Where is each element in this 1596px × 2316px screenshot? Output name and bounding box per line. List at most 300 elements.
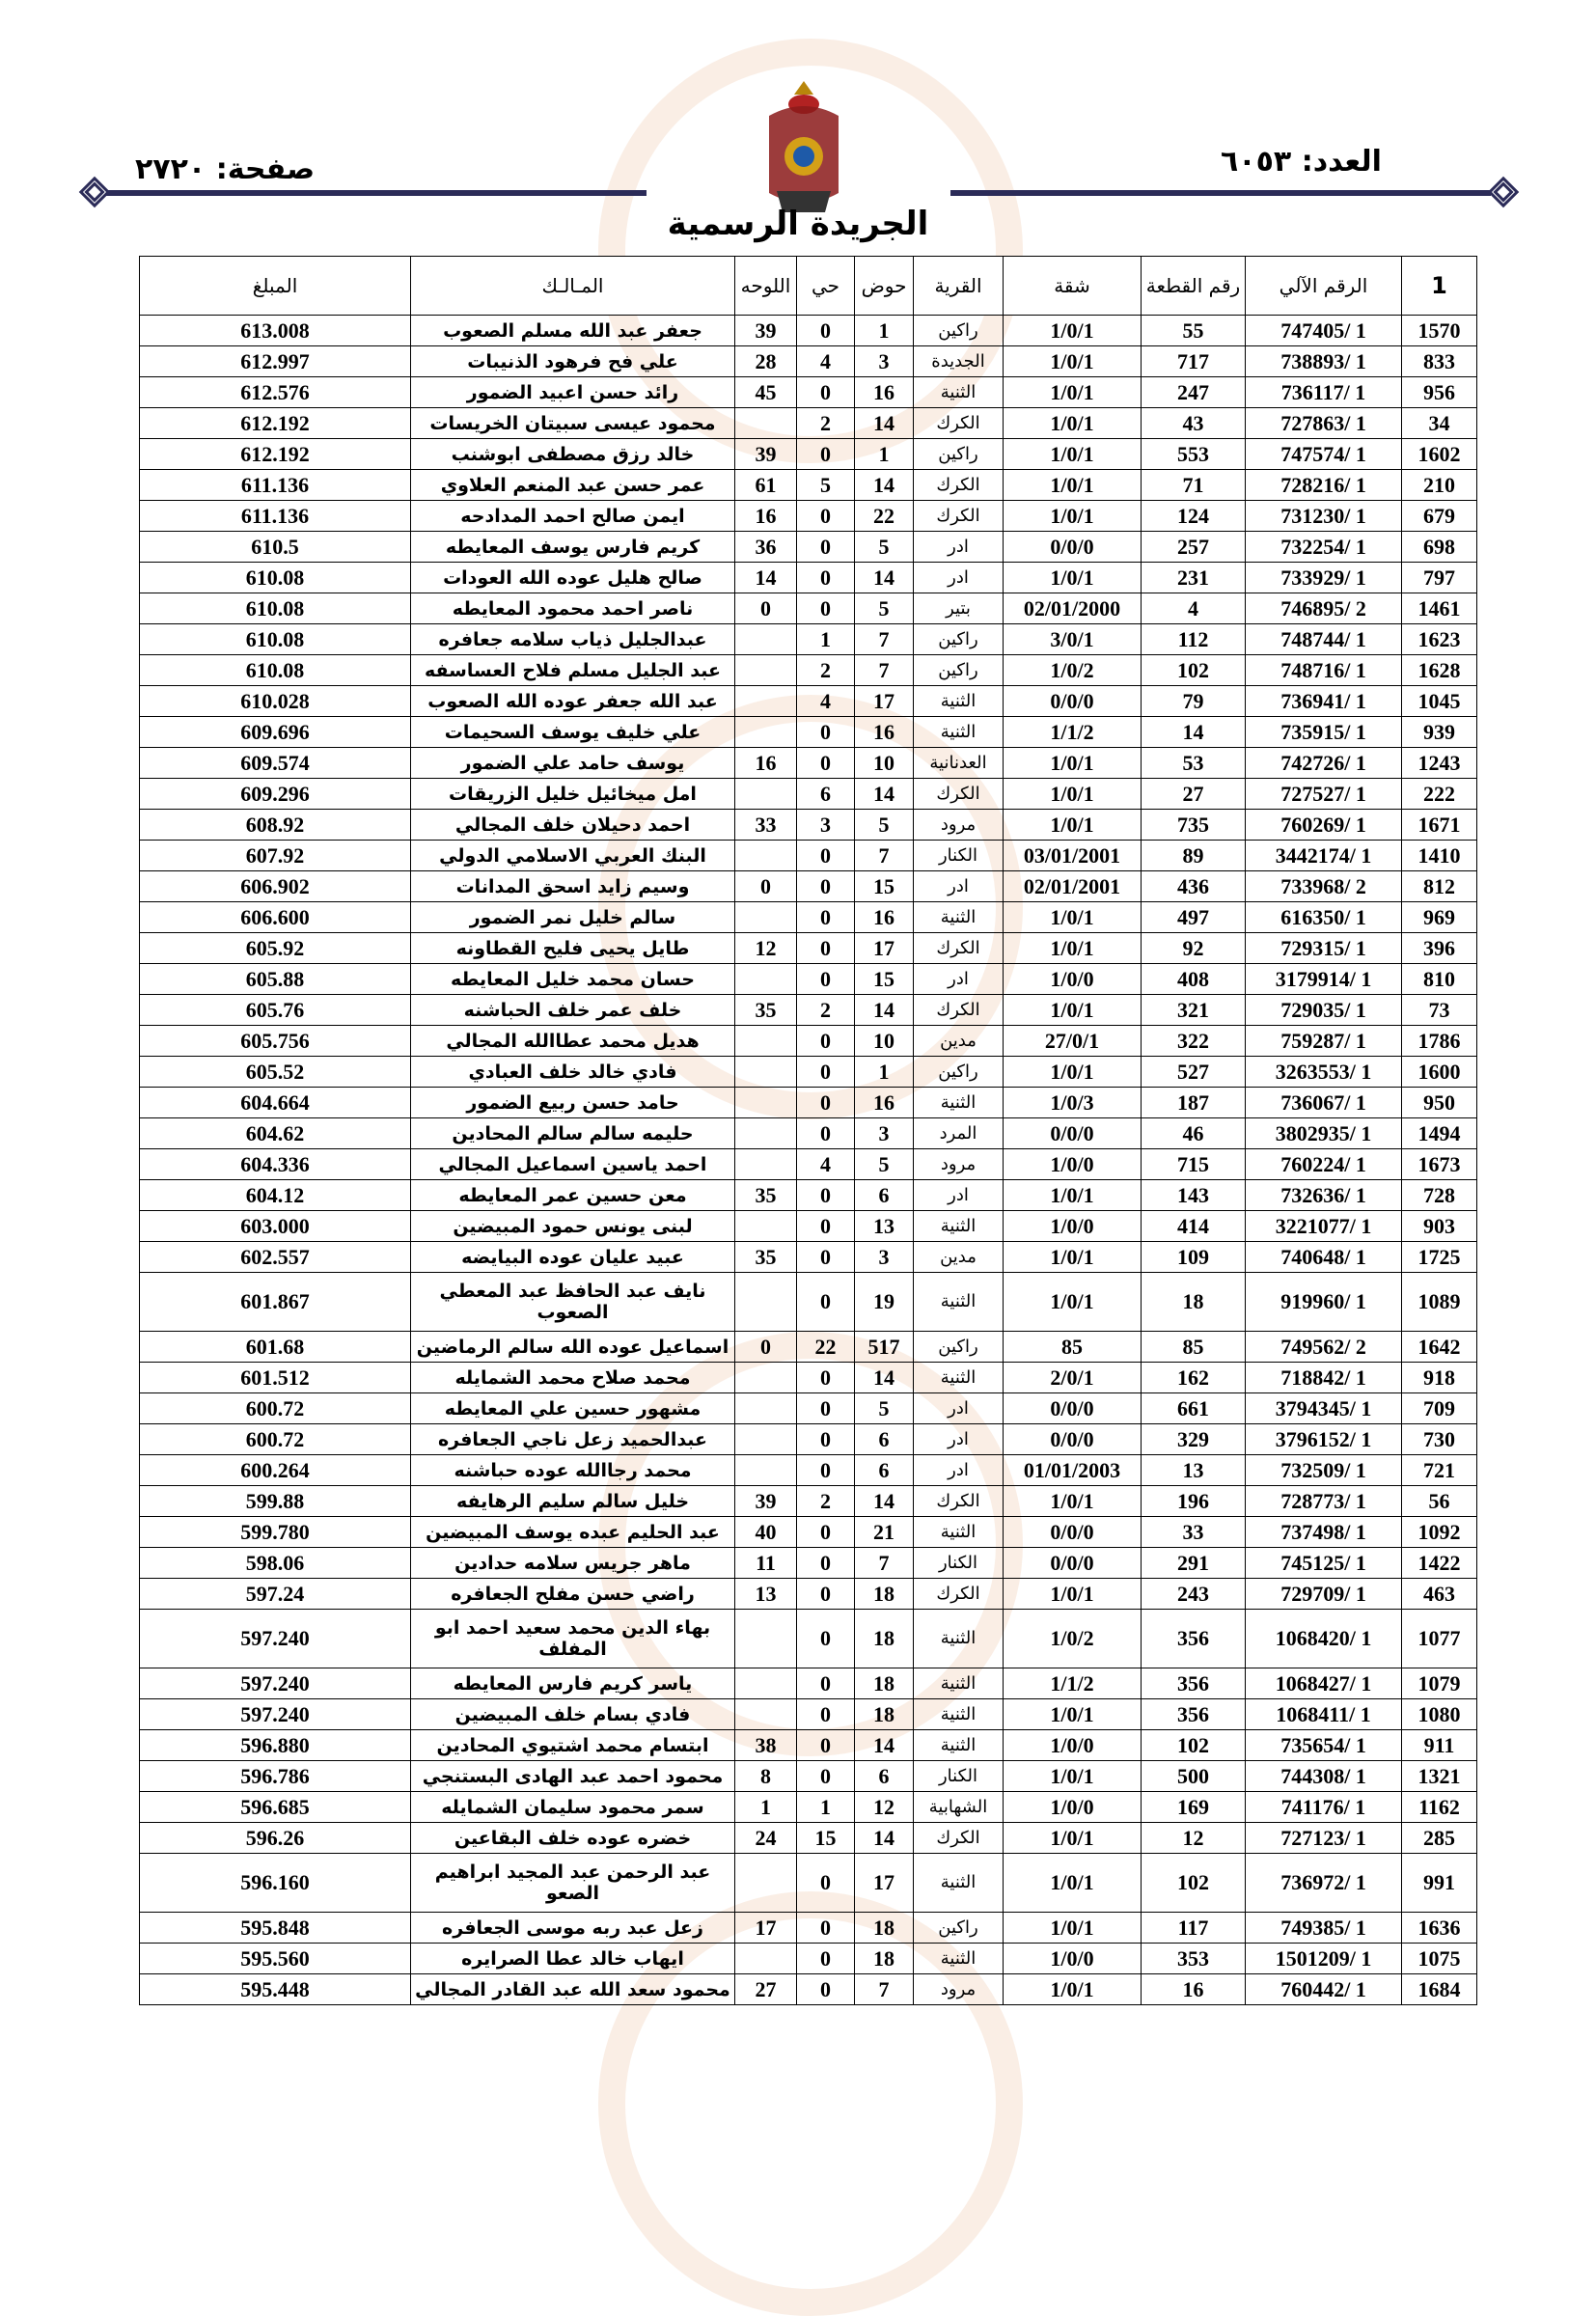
cell-seq: 730: [1402, 1424, 1477, 1455]
cell-hay: 2: [797, 1486, 855, 1517]
cell-auto-number: 1 /732509: [1246, 1455, 1402, 1486]
cell-amount: 596.880: [140, 1730, 411, 1761]
cell-seq: 1636: [1402, 1913, 1477, 1944]
table-row: [140, 1823, 1477, 1854]
cell-auto-number: 2 /749562: [1246, 1332, 1402, 1363]
table-row: [140, 933, 1477, 964]
cell-auto-number: 1 /747574: [1246, 439, 1402, 470]
cell-auto-number: 1 /760224: [1246, 1149, 1402, 1180]
cell-auto-number: 1 /742726: [1246, 748, 1402, 779]
cell-auto-number: 1 /1068420: [1246, 1610, 1402, 1668]
cell-hay: 4: [797, 686, 855, 717]
cell-parcel: 16: [1142, 1974, 1246, 2005]
cell-village: الثنية: [914, 902, 1004, 933]
cell-basin: 18: [855, 1579, 914, 1610]
cell-auto-number: 1 /732636: [1246, 1180, 1402, 1211]
cell-plate: [735, 1393, 797, 1424]
cell-apartment: 1/0/0: [1004, 1149, 1142, 1180]
cell-basin: 16: [855, 1088, 914, 1118]
cell-apartment: 1/0/1: [1004, 408, 1142, 439]
cell-apartment: 1/0/0: [1004, 1211, 1142, 1242]
cell-basin: 1: [855, 1057, 914, 1088]
cell-basin: 16: [855, 717, 914, 748]
cell-amount: 595.448: [140, 1974, 411, 2005]
cell-village: الكرك: [914, 1579, 1004, 1610]
cell-owner: احمد ياسين اسماعيل المجالي: [411, 1149, 735, 1180]
table-row: [140, 1730, 1477, 1761]
cell-plate: 39: [735, 1486, 797, 1517]
cell-parcel: 356: [1142, 1699, 1246, 1730]
cell-owner: جعفر عبد الله مسلم الصعوب: [411, 316, 735, 346]
table-row: [140, 1424, 1477, 1455]
cell-plate: [735, 1668, 797, 1699]
cell-parcel: 735: [1142, 810, 1246, 841]
cell-basin: 3: [855, 1118, 914, 1149]
cell-basin: 1: [855, 439, 914, 470]
cell-amount: 604.12: [140, 1180, 411, 1211]
cell-owner: علي خليف يوسف السحيمات: [411, 717, 735, 748]
cell-basin: 18: [855, 1944, 914, 1974]
cell-village: الثنية: [914, 1517, 1004, 1548]
table-row: [140, 810, 1477, 841]
cell-basin: 7: [855, 1548, 914, 1579]
cell-owner: محمود سعد الله عبد القادر المجالي: [411, 1974, 735, 2005]
cell-seq: 950: [1402, 1088, 1477, 1118]
cell-owner: صالح هليل عوده الله العودات: [411, 563, 735, 593]
cell-owner: ايهاب خالد عطا الصرايره: [411, 1944, 735, 1974]
cell-auto-number: 1 /732254: [1246, 532, 1402, 563]
cell-hay: 0: [797, 1273, 855, 1332]
cell-hay: 0: [797, 1424, 855, 1455]
table-row: [140, 1792, 1477, 1823]
table-row: [140, 1668, 1477, 1699]
cell-plate: 39: [735, 439, 797, 470]
cell-owner: ابتسام محمد اشتيوي المحادين: [411, 1730, 735, 1761]
cell-parcel: 71: [1142, 470, 1246, 501]
cell-auto-number: 1 /3796152: [1246, 1424, 1402, 1455]
cell-basin: 14: [855, 1486, 914, 1517]
cell-auto-number: 1 /744308: [1246, 1761, 1402, 1792]
cell-village: مدين: [914, 1242, 1004, 1273]
cell-village: راكين: [914, 624, 1004, 655]
cell-hay: 0: [797, 1730, 855, 1761]
cell-seq: 911: [1402, 1730, 1477, 1761]
cell-owner: كريم فارس يوسف المعايطه: [411, 532, 735, 563]
cell-parcel: 117: [1142, 1913, 1246, 1944]
cell-owner: ايمن صالح احمد المدادحه: [411, 501, 735, 532]
cell-apartment: 1/0/1: [1004, 933, 1142, 964]
table-row: [140, 532, 1477, 563]
cell-owner: ناصر احمد محمود المعايطه: [411, 593, 735, 624]
cell-auto-number: 1 /736941: [1246, 686, 1402, 717]
cell-amount: 596.786: [140, 1761, 411, 1792]
table-row: [140, 470, 1477, 501]
cell-basin: 18: [855, 1699, 914, 1730]
cell-parcel: 500: [1142, 1761, 1246, 1792]
cell-basin: 14: [855, 995, 914, 1026]
cell-parcel: 231: [1142, 563, 1246, 593]
cell-plate: [735, 1363, 797, 1393]
cell-plate: [735, 1057, 797, 1088]
cell-amount: 604.664: [140, 1088, 411, 1118]
header-rule-right: [950, 190, 1491, 196]
cell-village: ادر: [914, 1455, 1004, 1486]
cell-hay: 0: [797, 501, 855, 532]
cell-basin: 6: [855, 1424, 914, 1455]
cell-amount: 601.512: [140, 1363, 411, 1393]
cell-basin: 13: [855, 1211, 914, 1242]
cell-basin: 22: [855, 501, 914, 532]
cell-hay: 0: [797, 748, 855, 779]
cell-apartment: 1/0/1: [1004, 810, 1142, 841]
table-row: [140, 1913, 1477, 1944]
table-row: [140, 655, 1477, 686]
table-row: [140, 1057, 1477, 1088]
cell-plate: 28: [735, 346, 797, 377]
cell-parcel: 291: [1142, 1548, 1246, 1579]
cell-hay: 0: [797, 717, 855, 748]
cell-auto-number: 1 /733929: [1246, 563, 1402, 593]
cell-apartment: 1/0/1: [1004, 1854, 1142, 1913]
cell-apartment: 85: [1004, 1332, 1142, 1363]
cell-auto-number: 1 /616350: [1246, 902, 1402, 933]
cell-seq: 903: [1402, 1211, 1477, 1242]
cell-parcel: 112: [1142, 624, 1246, 655]
cell-village: الثنية: [914, 717, 1004, 748]
cell-amount: 609.296: [140, 779, 411, 810]
table-row: [140, 1944, 1477, 1974]
cell-parcel: 102: [1142, 655, 1246, 686]
cell-village: الكرك: [914, 995, 1004, 1026]
cell-basin: 6: [855, 1455, 914, 1486]
cell-plate: 12: [735, 933, 797, 964]
cell-apartment: 0/0/0: [1004, 1517, 1142, 1548]
cell-amount: 597.240: [140, 1668, 411, 1699]
cell-plate: 8: [735, 1761, 797, 1792]
table-row: [140, 439, 1477, 470]
cell-hay: 0: [797, 1913, 855, 1944]
cell-auto-number: 1 /728216: [1246, 470, 1402, 501]
cell-apartment: 1/0/1: [1004, 470, 1142, 501]
cell-apartment: 1/0/1: [1004, 1699, 1142, 1730]
cell-seq: 1570: [1402, 316, 1477, 346]
cell-owner: حسان محمد خليل المعايطه: [411, 964, 735, 995]
cell-owner: محمد صلاح محمد الشمايله: [411, 1363, 735, 1393]
cell-apartment: 1/0/1: [1004, 501, 1142, 532]
cell-seq: 833: [1402, 346, 1477, 377]
cell-owner: عبد الرحمن عبد المجيد ابراهيم الصعو: [411, 1854, 735, 1913]
cell-auto-number: 1 /741176: [1246, 1792, 1402, 1823]
cell-village: الكنار: [914, 841, 1004, 871]
cell-village: الجديدة: [914, 346, 1004, 377]
cell-auto-number: 1 /745125: [1246, 1548, 1402, 1579]
cell-basin: 17: [855, 686, 914, 717]
cell-auto-number: 1 /1068427: [1246, 1668, 1402, 1699]
compensation-table: [139, 256, 1477, 2005]
cell-basin: 3: [855, 346, 914, 377]
cell-hay: 6: [797, 779, 855, 810]
cell-village: الثنية: [914, 377, 1004, 408]
cell-village: الثنية: [914, 1854, 1004, 1913]
cell-owner: سالم خليل نمر الضمور: [411, 902, 735, 933]
cell-seq: 797: [1402, 563, 1477, 593]
cell-owner: معن حسين عمر المعايطه: [411, 1180, 735, 1211]
cell-seq: 1422: [1402, 1548, 1477, 1579]
cell-apartment: 1/0/1: [1004, 1579, 1142, 1610]
cell-parcel: 162: [1142, 1363, 1246, 1393]
cell-basin: 3: [855, 1242, 914, 1273]
table-header-row: [140, 257, 1477, 316]
cell-auto-number: 1 /736972: [1246, 1854, 1402, 1913]
cell-apartment: 0/0/0: [1004, 686, 1142, 717]
cell-hay: 0: [797, 1854, 855, 1913]
cell-plate: 27: [735, 1974, 797, 2005]
cell-amount: 607.92: [140, 841, 411, 871]
cell-seq: 1243: [1402, 748, 1477, 779]
cell-basin: 21: [855, 1517, 914, 1548]
cell-apartment: 1/1/2: [1004, 717, 1142, 748]
cell-basin: 12: [855, 1792, 914, 1823]
cell-plate: [735, 779, 797, 810]
cell-seq: 709: [1402, 1393, 1477, 1424]
cell-amount: 612.192: [140, 439, 411, 470]
cell-basin: 14: [855, 1730, 914, 1761]
cell-hay: 0: [797, 871, 855, 902]
cell-owner: خالد رزق مصطفى ابوشنب: [411, 439, 735, 470]
cell-village: الكرك: [914, 501, 1004, 532]
cell-owner: هديل محمد عطاالله المجالي: [411, 1026, 735, 1057]
cell-plate: [735, 1455, 797, 1486]
cell-hay: 4: [797, 1149, 855, 1180]
cell-parcel: 247: [1142, 377, 1246, 408]
cell-hay: 0: [797, 1242, 855, 1273]
cell-apartment: 1/0/3: [1004, 1088, 1142, 1118]
cell-parcel: 414: [1142, 1211, 1246, 1242]
cell-parcel: 321: [1142, 995, 1246, 1026]
cell-seq: 56: [1402, 1486, 1477, 1517]
cell-plate: [735, 1088, 797, 1118]
cell-amount: 610.08: [140, 563, 411, 593]
cell-auto-number: 1 /3794345: [1246, 1393, 1402, 1424]
cell-apartment: 0/0/0: [1004, 532, 1142, 563]
cell-amount: 599.88: [140, 1486, 411, 1517]
cell-seq: 918: [1402, 1363, 1477, 1393]
cell-amount: 612.192: [140, 408, 411, 439]
cell-hay: 0: [797, 1517, 855, 1548]
cell-basin: 19: [855, 1273, 914, 1332]
cell-basin: 7: [855, 1974, 914, 2005]
table-row: [140, 316, 1477, 346]
cell-basin: 517: [855, 1332, 914, 1363]
cell-owner: رائد حسن اعبيد الضمور: [411, 377, 735, 408]
cell-auto-number: 1 /760442: [1246, 1974, 1402, 2005]
cell-hay: 0: [797, 1455, 855, 1486]
cell-hay: 0: [797, 841, 855, 871]
cell-village: ادر: [914, 563, 1004, 593]
cell-hay: 0: [797, 1118, 855, 1149]
cell-owner: البنك العربي الاسلامي الدولي: [411, 841, 735, 871]
cell-auto-number: 1 /735915: [1246, 717, 1402, 748]
cell-seq: 1600: [1402, 1057, 1477, 1088]
col-plate: اللوحه: [735, 257, 797, 316]
cell-auto-number: 1 /735654: [1246, 1730, 1402, 1761]
table-row: [140, 1517, 1477, 1548]
cell-auto-number: 1 /736117: [1246, 377, 1402, 408]
cell-parcel: 33: [1142, 1517, 1246, 1548]
cell-parcel: 408: [1142, 964, 1246, 995]
table-row: [140, 1118, 1477, 1149]
cell-apartment: 1/0/1: [1004, 1180, 1142, 1211]
cell-basin: 5: [855, 532, 914, 563]
cell-owner: ماهر جريس سلامه حدادين: [411, 1548, 735, 1579]
cell-apartment: 1/0/1: [1004, 346, 1142, 377]
cell-hay: 0: [797, 593, 855, 624]
cell-seq: 1162: [1402, 1792, 1477, 1823]
cell-apartment: 1/0/1: [1004, 316, 1142, 346]
cell-auto-number: 1 /749385: [1246, 1913, 1402, 1944]
cell-village: ادر: [914, 532, 1004, 563]
cell-basin: 16: [855, 902, 914, 933]
cell-auto-number: 1 /759287: [1246, 1026, 1402, 1057]
cell-owner: وسيم زايد اسحق المدانات: [411, 871, 735, 902]
cell-amount: 599.780: [140, 1517, 411, 1548]
cell-plate: [735, 1149, 797, 1180]
cell-village: مرود: [914, 810, 1004, 841]
cell-apartment: 03/01/2001: [1004, 841, 1142, 871]
cell-plate: 45: [735, 377, 797, 408]
cell-auto-number: 1 /729035: [1246, 995, 1402, 1026]
cell-owner: سمر محمود سليمان الشمايله: [411, 1792, 735, 1823]
cell-owner: فادي خالد خلف العبادي: [411, 1057, 735, 1088]
cell-plate: [735, 964, 797, 995]
table-body: [140, 316, 1477, 2005]
cell-apartment: 1/0/1: [1004, 779, 1142, 810]
cell-basin: 18: [855, 1610, 914, 1668]
cell-auto-number: 1 /760269: [1246, 810, 1402, 841]
cell-seq: 1628: [1402, 655, 1477, 686]
cell-apartment: 02/01/2001: [1004, 871, 1142, 902]
cell-village: الثنية: [914, 1363, 1004, 1393]
cell-apartment: 1/0/1: [1004, 995, 1142, 1026]
cell-seq: 222: [1402, 779, 1477, 810]
cell-parcel: 715: [1142, 1149, 1246, 1180]
cell-plate: 33: [735, 810, 797, 841]
cell-hay: 0: [797, 1363, 855, 1393]
cell-hay: 2: [797, 995, 855, 1026]
cell-plate: 17: [735, 1913, 797, 1944]
cell-amount: 605.88: [140, 964, 411, 995]
cell-amount: 608.92: [140, 810, 411, 841]
table-row: [140, 1699, 1477, 1730]
cell-apartment: 3/0/1: [1004, 624, 1142, 655]
cell-plate: [735, 717, 797, 748]
cell-seq: 1321: [1402, 1761, 1477, 1792]
cell-hay: 5: [797, 470, 855, 501]
cell-parcel: 14: [1142, 717, 1246, 748]
cell-seq: 1673: [1402, 1149, 1477, 1180]
cell-plate: 16: [735, 501, 797, 532]
table-row: [140, 377, 1477, 408]
cell-seq: 810: [1402, 964, 1477, 995]
cell-amount: 597.240: [140, 1699, 411, 1730]
cell-apartment: 1/0/1: [1004, 1761, 1142, 1792]
cell-owner: حامد حسن ربيع الضمور: [411, 1088, 735, 1118]
cell-parcel: 353: [1142, 1944, 1246, 1974]
cell-parcel: 436: [1142, 871, 1246, 902]
cell-owner: محمد رجاالله عوده حباشنه: [411, 1455, 735, 1486]
page-number: صفحة: ٢٧٢٠: [135, 152, 316, 186]
cell-village: الثنية: [914, 1699, 1004, 1730]
cell-hay: 0: [797, 1057, 855, 1088]
cell-parcel: 27: [1142, 779, 1246, 810]
cell-plate: 35: [735, 1180, 797, 1211]
cell-hay: 3: [797, 810, 855, 841]
cell-owner: عمر حسن عبد المنعم العلاوي: [411, 470, 735, 501]
table-row: [140, 1486, 1477, 1517]
cell-apartment: 1/0/1: [1004, 1486, 1142, 1517]
cell-plate: [735, 1424, 797, 1455]
cell-hay: 0: [797, 439, 855, 470]
cell-apartment: 1/0/1: [1004, 1974, 1142, 2005]
cell-apartment: 0/0/0: [1004, 1548, 1142, 1579]
cell-seq: 956: [1402, 377, 1477, 408]
cell-amount: 606.902: [140, 871, 411, 902]
cell-auto-number: 1 /747405: [1246, 316, 1402, 346]
cell-amount: 609.696: [140, 717, 411, 748]
cell-seq: 969: [1402, 902, 1477, 933]
cell-hay: 0: [797, 902, 855, 933]
cell-village: المرد: [914, 1118, 1004, 1149]
table-row: [140, 964, 1477, 995]
cell-basin: 14: [855, 563, 914, 593]
cell-parcel: 13: [1142, 1455, 1246, 1486]
col-seq: 1: [1402, 257, 1477, 316]
cell-auto-number: 1 /738893: [1246, 346, 1402, 377]
table-row: [140, 871, 1477, 902]
cell-apartment: 1/0/1: [1004, 439, 1142, 470]
cell-hay: 2: [797, 408, 855, 439]
cell-owner: محمود عيسى سبيتان الخريسات: [411, 408, 735, 439]
cell-amount: 605.52: [140, 1057, 411, 1088]
cell-auto-number: 1 /736067: [1246, 1088, 1402, 1118]
cell-parcel: 196: [1142, 1486, 1246, 1517]
table-row: [140, 1211, 1477, 1242]
cell-plate: 13: [735, 1579, 797, 1610]
cell-hay: 0: [797, 1668, 855, 1699]
cell-amount: 611.136: [140, 470, 411, 501]
cell-amount: 596.160: [140, 1854, 411, 1913]
cell-plate: [735, 1118, 797, 1149]
table-row: [140, 1332, 1477, 1363]
cell-seq: 698: [1402, 532, 1477, 563]
table-row: [140, 1455, 1477, 1486]
table-row: [140, 717, 1477, 748]
cell-hay: 0: [797, 532, 855, 563]
cell-auto-number: 1 /729315: [1246, 933, 1402, 964]
cell-plate: 11: [735, 1548, 797, 1579]
cell-parcel: 356: [1142, 1610, 1246, 1668]
cell-plate: 24: [735, 1823, 797, 1854]
cell-amount: 605.92: [140, 933, 411, 964]
col-amount: المبلغ: [140, 257, 411, 316]
cell-auto-number: 1 /1501209: [1246, 1944, 1402, 1974]
cell-village: الشهابية: [914, 1792, 1004, 1823]
cell-hay: 0: [797, 1548, 855, 1579]
cell-seq: 1671: [1402, 810, 1477, 841]
cell-amount: 596.685: [140, 1792, 411, 1823]
cell-apartment: 1/0/1: [1004, 1057, 1142, 1088]
cell-owner: خلف عمر خلف الحباشنه: [411, 995, 735, 1026]
